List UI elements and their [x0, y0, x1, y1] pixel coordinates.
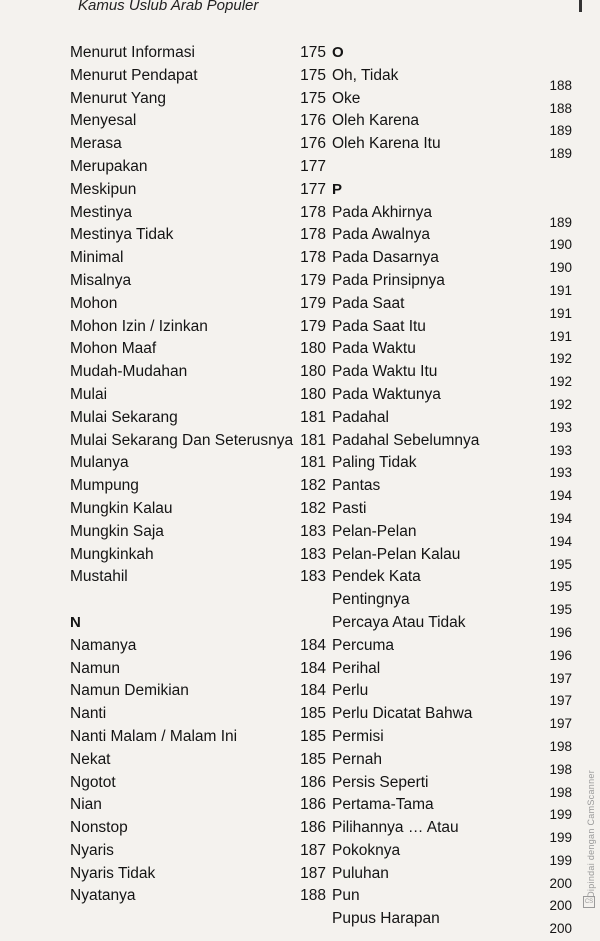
entry-term: Pendek Kata — [332, 568, 421, 586]
index-entry — [70, 498, 326, 521]
entry-term: Mulanya — [70, 454, 129, 472]
entry-page-number: 181 — [300, 431, 326, 449]
entry-page-number: 196 — [549, 624, 572, 640]
entry-page-number: 185 — [300, 727, 326, 745]
entry-term: Pentingnya — [332, 591, 410, 609]
entry-page-number: 184 — [300, 636, 326, 654]
entry-term: Oh, Tidak — [332, 66, 399, 84]
entry-page-number: 199 — [549, 830, 572, 846]
entry-term: Mestinya — [70, 203, 133, 221]
entry-page-number: 179 — [300, 294, 326, 312]
index-entry — [70, 110, 326, 133]
entry-page-number: 199 — [549, 807, 572, 823]
entry-term: Pada Saat — [332, 294, 405, 312]
entry-page-number: 188 — [300, 887, 326, 905]
entry-page-number: 194 — [549, 510, 572, 526]
entry-page-number: 200 — [549, 898, 572, 914]
entry-term: Mungkin Kalau — [70, 499, 173, 517]
index-entry — [332, 885, 572, 914]
index-entry — [332, 270, 572, 298]
index-entry — [70, 726, 326, 749]
index-entry — [70, 658, 326, 681]
entry-page-number: 197 — [549, 670, 572, 686]
entry-page-number: 187 — [300, 841, 326, 859]
entry-page-number: 184 — [300, 682, 326, 700]
entry-term: Padahal Sebelumnya — [332, 431, 480, 449]
entry-page-number: 196 — [549, 647, 572, 663]
entry-term: Permisi — [332, 727, 384, 745]
entry-page-number: 192 — [549, 396, 572, 412]
entry-page-number: 181 — [300, 454, 326, 472]
entry-term: Pelan-Pelan — [332, 522, 417, 540]
entry-term: Pasti — [332, 499, 367, 517]
entry-page-number: 178 — [300, 226, 326, 244]
index-entry — [332, 680, 572, 709]
entry-term: Pada Akhirnya — [332, 203, 432, 221]
page-edge-mark — [579, 0, 582, 12]
entry-page-number: 175 — [300, 44, 326, 61]
entry-term: Nanti Malam / Malam Ini — [70, 727, 238, 745]
index-entry — [332, 452, 572, 481]
index-entry — [70, 65, 326, 88]
index-entry — [332, 658, 572, 686]
index-entry — [332, 247, 572, 276]
index-entry — [332, 612, 572, 640]
entry-term: Mungkin Saja — [70, 522, 164, 540]
entry-page-number: 180 — [300, 385, 326, 403]
index-entry — [332, 772, 572, 800]
entry-page-number: 183 — [300, 545, 326, 563]
entry-term: Mulai Sekarang — [70, 408, 178, 426]
entry-page-number: 195 — [549, 556, 572, 572]
entry-term: Pernah — [332, 750, 382, 768]
index-entry — [70, 544, 326, 567]
entry-page-number: 178 — [300, 249, 326, 267]
entry-term: Menurut Informasi — [70, 44, 195, 61]
entry-page-number: 197 — [549, 716, 572, 732]
entry-term: Pertama-Tama — [332, 796, 434, 814]
entry-page-number: 186 — [300, 796, 326, 814]
entry-term: Minimal — [70, 249, 124, 267]
entry-term: Mohon Izin / Izinkan — [70, 317, 208, 335]
entry-term: Mumpung — [70, 477, 139, 495]
index-entry — [70, 749, 326, 772]
entry-page-number: 183 — [300, 522, 326, 540]
index-entry — [70, 840, 326, 863]
entry-page-number: 200 — [549, 921, 572, 937]
entry-page-number: 179 — [300, 271, 326, 289]
index-entry — [70, 293, 326, 316]
entry-term: Pupus Harapan — [332, 910, 440, 928]
entry-term: Percaya Atau Tidak — [332, 613, 466, 631]
entry-page-number: 180 — [300, 340, 326, 358]
scanner-watermark: Dipindai dengan CamScanner — [586, 770, 596, 898]
index-entry — [70, 42, 326, 65]
entry-term: Mungkinkah — [70, 545, 154, 563]
entry-term: Mohon Maaf — [70, 340, 157, 358]
entry-term: Pada Prinsipnya — [332, 271, 445, 289]
index-entry — [332, 133, 572, 162]
index-entry — [70, 772, 326, 795]
entry-page-number: 199 — [549, 852, 572, 868]
index-entry — [70, 566, 326, 589]
section-heading-n: N — [70, 613, 81, 631]
entry-term: Nanti — [70, 705, 107, 723]
entry-page-number: 198 — [549, 761, 572, 777]
entry-term: Menurut Pendapat — [70, 66, 198, 84]
entry-page-number: 189 — [549, 123, 572, 139]
entry-term: Merasa — [70, 135, 122, 153]
entry-page-number: 186 — [300, 819, 326, 837]
entry-term: Mustahil — [70, 568, 128, 586]
entry-page-number: 182 — [300, 477, 326, 495]
entry-page-number: 176 — [300, 112, 326, 130]
entry-page-number: 192 — [549, 374, 572, 390]
entry-term: Pun — [332, 887, 360, 905]
index-entry — [332, 863, 572, 891]
entry-page-number: 188 — [549, 100, 572, 116]
entry-page-number: 183 — [300, 568, 326, 586]
scanner-logo-icon: CS — [583, 896, 595, 908]
entry-term: Pilihannya … Atau — [332, 819, 459, 837]
index-entry — [70, 133, 326, 156]
entry-page-number: 184 — [300, 659, 326, 677]
index-entry — [70, 703, 326, 726]
section-heading-p: P — [332, 180, 343, 198]
entry-page-number: 187 — [300, 864, 326, 882]
index-entry — [70, 247, 326, 270]
index-entry — [332, 521, 572, 549]
entry-page-number: 175 — [300, 89, 326, 107]
entry-page-number: 180 — [300, 363, 326, 381]
entry-term: Mudah-Mudahan — [70, 363, 188, 381]
entries-p — [332, 202, 572, 937]
entry-term: Paling Tidak — [332, 454, 417, 472]
index-entry — [332, 65, 572, 93]
entry-term: Persis Seperti — [332, 773, 429, 791]
entry-term: Pantas — [332, 477, 381, 495]
entry-term: Ngotot — [70, 773, 116, 791]
entry-term: Nyaris — [70, 841, 114, 859]
entry-term: Menyesal — [70, 112, 137, 130]
left-index-column — [70, 42, 326, 908]
index-entry — [70, 794, 326, 817]
index-entry — [332, 749, 572, 777]
entry-term: Mestinya Tidak — [70, 226, 174, 244]
entry-term: Menurut Yang — [70, 89, 166, 107]
index-entry — [70, 407, 326, 430]
index-entry — [70, 361, 326, 384]
index-entry — [70, 316, 326, 339]
right-index-column — [332, 42, 572, 937]
entry-term: Pada Awalnya — [332, 226, 430, 244]
entry-page-number: 185 — [300, 750, 326, 768]
entry-page-number: 193 — [549, 465, 572, 481]
index-entry — [332, 794, 572, 823]
index-entry — [70, 179, 326, 202]
index-entry — [332, 726, 572, 754]
index-entry — [70, 430, 326, 453]
entry-term: Nekat — [70, 750, 111, 768]
entry-page-number: 175 — [300, 66, 326, 84]
entry-page-number: 192 — [549, 351, 572, 367]
entry-term: Nian — [70, 796, 102, 814]
index-entry — [332, 88, 572, 116]
entry-page-number: 182 — [300, 499, 326, 517]
index-entry — [70, 863, 326, 886]
entry-page-number: 181 — [300, 408, 326, 426]
entry-term: Mulai Sekarang Dan Seterusnya — [70, 431, 294, 449]
entry-term: Mulai — [70, 385, 108, 403]
entry-term: Nyatanya — [70, 887, 136, 905]
entry-page-number: 189 — [549, 146, 572, 162]
index-entry — [70, 452, 326, 475]
index-entry — [70, 270, 326, 293]
entries-n — [70, 635, 326, 909]
entry-term: Pada Saat Itu — [332, 317, 426, 335]
entry-term: Perihal — [332, 659, 381, 677]
index-entry — [332, 817, 572, 846]
entry-page-number: 178 — [300, 203, 326, 221]
entry-page-number: 177 — [300, 180, 326, 198]
entry-page-number: 191 — [549, 328, 572, 344]
entry-term: Mohon — [70, 294, 118, 312]
section-heading-o: O — [332, 44, 344, 61]
entry-page-number: 195 — [549, 579, 572, 595]
index-entry — [70, 885, 326, 908]
entry-term: Namun — [70, 659, 120, 677]
index-entry — [70, 680, 326, 703]
index-entry — [332, 293, 572, 321]
index-entry — [70, 88, 326, 111]
entry-term: Nyaris Tidak — [70, 864, 156, 882]
entry-term: Nonstop — [70, 819, 128, 837]
index-entry — [332, 224, 572, 253]
entry-term: Namanya — [70, 636, 137, 654]
entry-page-number: 194 — [549, 533, 572, 549]
entry-page-number: 189 — [549, 214, 572, 230]
entry-term: Pada Waktu Itu — [332, 363, 438, 381]
index-entry — [332, 635, 572, 663]
entry-term: Oke — [332, 89, 361, 107]
entry-page-number: 191 — [549, 282, 572, 298]
entry-page-number: 200 — [549, 875, 572, 891]
index-entry — [332, 566, 572, 595]
entry-term: Percuma — [332, 636, 395, 654]
index-entry — [70, 338, 326, 361]
entry-term: Pada Dasarnya — [332, 249, 439, 267]
index-entry — [332, 110, 572, 139]
entry-page-number: 191 — [549, 305, 572, 321]
index-entry — [70, 635, 326, 658]
index-entry — [70, 224, 326, 247]
entry-page-number: 185 — [300, 705, 326, 723]
entry-term: Oleh Karena Itu — [332, 135, 441, 153]
entry-term: Meskipun — [70, 180, 137, 198]
entry-page-number: 186 — [300, 773, 326, 791]
index-entry — [332, 338, 572, 367]
entry-page-number: 194 — [549, 488, 572, 504]
entry-term: Perlu Dicatat Bahwa — [332, 705, 473, 723]
entry-page-number: 195 — [549, 602, 572, 618]
entry-page-number: 188 — [549, 77, 572, 93]
index-entry — [70, 817, 326, 840]
entry-page-number: 193 — [549, 442, 572, 458]
index-entry — [332, 430, 572, 458]
index-entry — [332, 384, 572, 412]
entry-term: Oleh Karena — [332, 112, 420, 130]
index-entry — [332, 361, 572, 390]
entry-page-number: 190 — [549, 237, 572, 253]
index-entry — [332, 544, 572, 572]
entry-page-number: 193 — [549, 419, 572, 435]
entry-term: Pada Waktunya — [332, 385, 441, 403]
entry-page-number: 198 — [549, 784, 572, 800]
entry-term: Namun Demikian — [70, 682, 189, 700]
index-entry — [70, 156, 326, 179]
book-title: Kamus Uslub Arab Populer — [78, 0, 259, 14]
entries-o — [332, 65, 572, 162]
entries-m — [70, 42, 326, 589]
entry-page-number: 198 — [549, 738, 572, 754]
index-entry — [70, 521, 326, 544]
entry-page-number: 179 — [300, 317, 326, 335]
index-entry — [332, 589, 572, 618]
index-entry — [332, 475, 572, 504]
entry-page-number: 190 — [549, 260, 572, 276]
index-entry — [332, 316, 572, 344]
index-entry — [70, 202, 326, 225]
entry-term: Perlu — [332, 682, 369, 700]
entry-page-number: 197 — [549, 693, 572, 709]
index-entry — [332, 703, 572, 732]
index-entry — [332, 407, 572, 435]
index-entry — [70, 475, 326, 498]
entry-term: Puluhan — [332, 864, 389, 882]
index-entry — [70, 384, 326, 407]
entry-term: Merupakan — [70, 157, 148, 175]
index-entry — [332, 202, 572, 230]
entry-term: Pada Waktu — [332, 340, 416, 358]
entry-term: Padahal — [332, 408, 389, 426]
entry-term: Pelan-Pelan Kalau — [332, 545, 461, 563]
entry-term: Misalnya — [70, 271, 132, 289]
index-entry — [332, 840, 572, 868]
entry-page-number: 177 — [300, 157, 326, 175]
index-entry — [332, 498, 572, 526]
entry-page-number: 176 — [300, 135, 326, 153]
entry-term: Pokoknya — [332, 841, 401, 859]
